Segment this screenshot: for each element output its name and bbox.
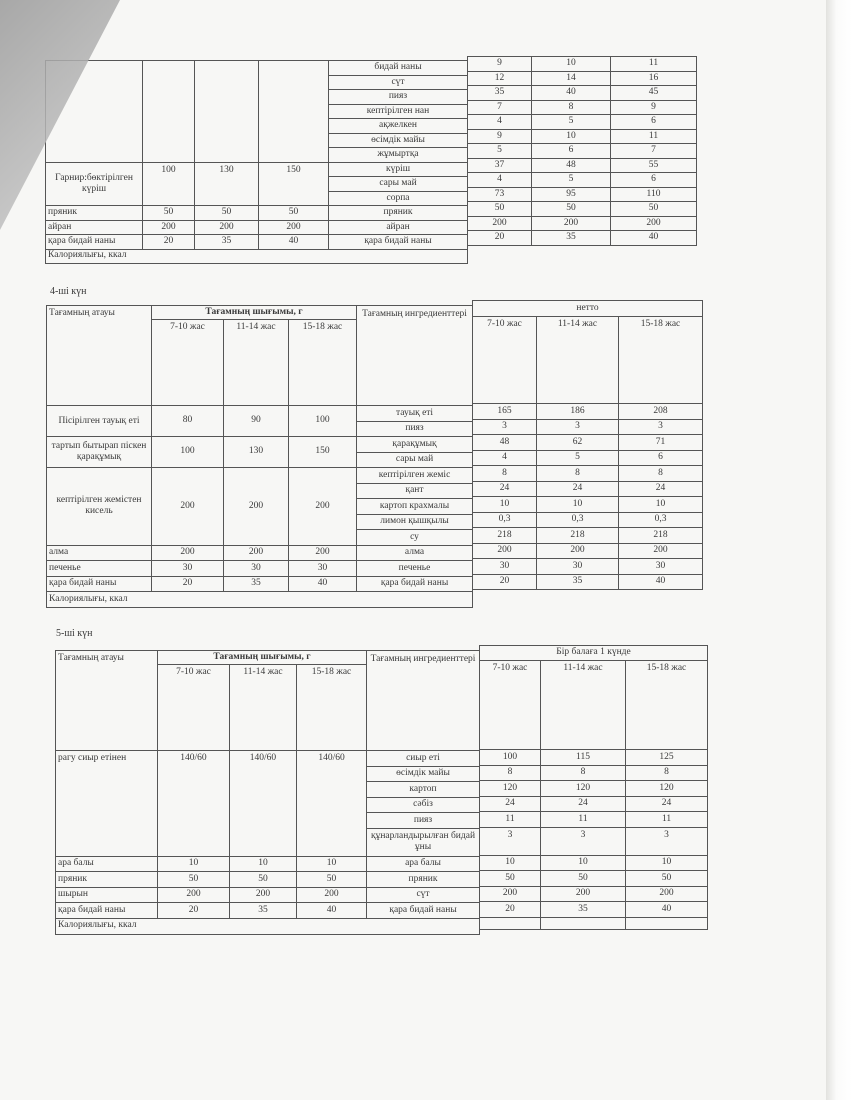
table-cell: 200 (143, 220, 195, 235)
table-row (46, 61, 468, 76)
table-cell: 218 (619, 528, 703, 544)
calories-cell: Калориялығы, ккал (56, 918, 480, 934)
table-cell: 200 (158, 887, 230, 903)
table-cell: 6 (611, 115, 697, 130)
table-row (56, 887, 480, 903)
table-cell: 6 (532, 144, 611, 159)
table-cell: 40 (611, 231, 697, 246)
table-row (473, 301, 703, 317)
table-row (473, 497, 703, 513)
table-cell: 50 (626, 871, 708, 887)
table-row (47, 306, 473, 320)
table-cell: 35 (224, 576, 289, 592)
table-row (480, 886, 708, 902)
table-cell: 95 (532, 187, 611, 202)
table-cell: 50 (297, 872, 367, 888)
table-cell: 10 (532, 129, 611, 144)
table-cell: 0,3 (537, 512, 619, 528)
table-cell: 16 (611, 71, 697, 86)
table-cell: 11 (480, 812, 541, 828)
table-cell: 120 (626, 781, 708, 797)
ingredient-cell: печенье (357, 561, 473, 577)
table-cell: 55 (611, 158, 697, 173)
table-row (473, 466, 703, 482)
ingredient-cell: қара бидай наны (357, 576, 473, 592)
table-cell: 200 (480, 886, 541, 902)
table-cell: 37 (468, 158, 532, 173)
table-cell: 71 (619, 435, 703, 451)
table-cell (143, 61, 195, 163)
ingredient-cell: тауық еті (357, 406, 473, 422)
table-cell: 10 (626, 855, 708, 871)
ingredients-header: Тағамның ингредиенттері (367, 651, 480, 751)
table-cell: 200 (541, 886, 626, 902)
table-row (480, 871, 708, 887)
table-cell: 165 (473, 404, 537, 420)
table-cell: 200 (289, 468, 357, 546)
table-cell: 7 (468, 100, 532, 115)
ingredient-cell: пряник (367, 872, 480, 888)
ingredient-cell: сиыр еті (367, 751, 480, 767)
age-header: 11-14 жас (541, 661, 626, 750)
table-cell: 11 (626, 812, 708, 828)
table-cell: 30 (224, 561, 289, 577)
table-row (46, 220, 468, 235)
table-row (480, 827, 708, 855)
table-row (56, 903, 480, 919)
day4-title: 4-ші күн (50, 286, 87, 297)
table-cell: 150 (259, 162, 329, 206)
table-cell: 8 (480, 765, 541, 781)
table-row (468, 86, 697, 101)
table-cell: 24 (619, 481, 703, 497)
table-cell: 200 (619, 543, 703, 559)
table-row (46, 206, 468, 221)
table-cell: 62 (537, 435, 619, 451)
table-cell: 40 (259, 235, 329, 250)
table-cell: 200 (259, 220, 329, 235)
table-cell: 200 (289, 545, 357, 561)
table-row (468, 144, 697, 159)
output-header: Тағамның шығымы, г (152, 306, 357, 320)
table-cell: 40 (619, 574, 703, 590)
table-row (473, 435, 703, 451)
ingredient-cell: сүт (367, 887, 480, 903)
age-header: 15-18 жас (619, 317, 703, 404)
age-header: 7-10 жас (152, 320, 224, 406)
table-cell: 5 (468, 144, 532, 159)
dish-name-cell: пряник (46, 206, 143, 221)
table-cell: 8 (619, 466, 703, 482)
ingredient-cell: сәбіз (367, 797, 480, 813)
table-cell: 11 (611, 129, 697, 144)
table-cell: 20 (473, 574, 537, 590)
table-row (47, 561, 473, 577)
table-cell: 218 (537, 528, 619, 544)
dish-name-cell: алма (47, 545, 152, 561)
table-cell: 35 (230, 903, 297, 919)
day3-right-table (467, 56, 697, 246)
table-cell: 3 (537, 419, 619, 435)
ingredient-cell: пияз (357, 421, 473, 437)
table-cell: 45 (611, 86, 697, 101)
table-cell: 4 (468, 115, 532, 130)
table-cell: 5 (532, 173, 611, 188)
dish-name-cell: пряник (56, 872, 158, 888)
table-row (473, 404, 703, 420)
table-row (56, 651, 480, 665)
table-cell: 120 (541, 781, 626, 797)
table-cell: 3 (480, 827, 541, 855)
table-cell: 100 (480, 750, 541, 766)
table-cell: 10 (537, 497, 619, 513)
table-row (473, 481, 703, 497)
netto-header: нетто (473, 301, 703, 317)
table-cell: 10 (541, 855, 626, 871)
table-cell: 10 (532, 57, 611, 72)
table-cell: 35 (468, 86, 532, 101)
ingredient-cell: кептірілген нан (329, 104, 468, 119)
table-row (46, 249, 468, 263)
table-cell: 200 (468, 216, 532, 231)
dish-name-cell: қара бидай наны (47, 576, 152, 592)
dish-name-cell: тартып бытырап піскен қарақұмық (47, 437, 152, 468)
table-cell: 35 (541, 902, 626, 918)
table-cell: 200 (297, 887, 367, 903)
ingredients-header: Тағамның ингредиенттері (357, 306, 473, 406)
table-row (473, 574, 703, 590)
table-cell: 20 (480, 902, 541, 918)
table-cell: 50 (259, 206, 329, 221)
table-cell: 50 (532, 202, 611, 217)
day4-left-table (46, 305, 473, 608)
ingredient-cell: ара балы (367, 856, 480, 872)
table-row (473, 317, 703, 404)
age-header: 15-18 жас (289, 320, 357, 406)
table-cell: 50 (230, 872, 297, 888)
table-row (480, 902, 708, 918)
table-cell: 24 (473, 481, 537, 497)
table-row (47, 592, 473, 608)
table-cell: 12 (468, 71, 532, 86)
table-row (468, 100, 697, 115)
table-cell: 200 (195, 220, 259, 235)
table-cell: 6 (619, 450, 703, 466)
age-header: 11-14 жас (537, 317, 619, 404)
table-row (468, 216, 697, 231)
ingredient-cell: ақжелкен (329, 119, 468, 134)
table-row (56, 856, 480, 872)
age-header: 15-18 жас (626, 661, 708, 750)
ingredient-cell: пияз (329, 90, 468, 105)
table-cell: 20 (152, 576, 224, 592)
dish-name-cell: қара бидай наны (46, 235, 143, 250)
table-cell: 110 (611, 187, 697, 202)
table-cell: 3 (473, 419, 537, 435)
table-cell: 200 (626, 886, 708, 902)
table-cell: 9 (468, 129, 532, 144)
table-cell: 35 (537, 574, 619, 590)
table-cell: 140/60 (230, 751, 297, 857)
table-cell: 20 (468, 231, 532, 246)
table-cell: 35 (532, 231, 611, 246)
table-cell: 0,3 (619, 512, 703, 528)
table-row (473, 559, 703, 575)
table-cell: 5 (532, 115, 611, 130)
table-row (480, 796, 708, 812)
table-cell: 9 (611, 100, 697, 115)
table-row (480, 812, 708, 828)
dish-name-cell: ара балы (56, 856, 158, 872)
ingredient-cell: құнарландырылған бидай ұны (367, 828, 480, 856)
table-cell: 100 (152, 437, 224, 468)
table-row (480, 661, 708, 750)
table-row (468, 71, 697, 86)
dish-name-cell: печенье (47, 561, 152, 577)
table-cell: 100 (143, 162, 195, 206)
table-cell: 125 (626, 750, 708, 766)
table-cell (195, 61, 259, 163)
table-cell: 0,3 (473, 512, 537, 528)
table-cell: 11 (611, 57, 697, 72)
table-cell: 130 (224, 437, 289, 468)
table-cell: 10 (230, 856, 297, 872)
table-cell: 7 (611, 144, 697, 159)
table-cell: 3 (626, 827, 708, 855)
table-cell: 50 (611, 202, 697, 217)
ingredient-cell: сорпа (329, 191, 468, 206)
table-cell: 100 (289, 406, 357, 437)
table-cell: 8 (541, 765, 626, 781)
table-cell: 10 (473, 497, 537, 513)
table-cell: 3 (619, 419, 703, 435)
table-cell: 120 (480, 781, 541, 797)
table-cell: 20 (158, 903, 230, 919)
table-cell: 50 (468, 202, 532, 217)
table-row (473, 419, 703, 435)
table-cell (626, 917, 708, 929)
table-cell: 6 (611, 173, 697, 188)
table-row (468, 57, 697, 72)
ingredient-cell: өсімдік майы (367, 766, 480, 782)
dish-name-cell: шырын (56, 887, 158, 903)
ingredient-cell: қара бидай наны (367, 903, 480, 919)
table-row (480, 781, 708, 797)
age-header: 7-10 жас (480, 661, 541, 750)
page-edge (826, 0, 852, 1100)
ingredient-cell: өсімдік майы (329, 133, 468, 148)
ingredient-cell: сары май (329, 177, 468, 192)
ingredient-cell: лимон қышқылы (357, 514, 473, 530)
table-cell: 50 (143, 206, 195, 221)
table-row (468, 202, 697, 217)
table-cell: 200 (152, 468, 224, 546)
ingredient-cell: картоп (367, 782, 480, 798)
table-cell: 40 (297, 903, 367, 919)
table-row (468, 115, 697, 130)
table-cell: 73 (468, 187, 532, 202)
ingredient-cell: күріш (329, 162, 468, 177)
ingredient-cell: кептірілген жеміс (357, 468, 473, 484)
table-cell: 48 (473, 435, 537, 451)
table-cell: 35 (195, 235, 259, 250)
table-cell: 5 (537, 450, 619, 466)
netto-header: Бір балаға 1 күнде (480, 646, 708, 661)
ingredient-cell: су (357, 530, 473, 546)
table-row (473, 543, 703, 559)
table-row (468, 173, 697, 188)
table-row (480, 646, 708, 661)
table-row (47, 406, 473, 422)
table-cell: 50 (541, 871, 626, 887)
ingredient-cell: картоп крахмалы (357, 499, 473, 515)
table-cell: 200 (532, 216, 611, 231)
table-cell: 30 (152, 561, 224, 577)
ingredient-cell: сары май (357, 452, 473, 468)
dish-name-cell: Гарнир:бөктірілген күріш (46, 162, 143, 206)
table-cell: 218 (473, 528, 537, 544)
table-row (56, 751, 480, 767)
dish-name-cell: Пісірілген тауық еті (47, 406, 152, 437)
day3-left-table (45, 60, 468, 264)
day5-left-table (55, 650, 480, 935)
ingredient-cell: айран (329, 220, 468, 235)
day4-right-table (472, 300, 703, 590)
age-header: 7-10 жас (158, 665, 230, 751)
dish-header: Тағамның атауы (47, 306, 152, 406)
table-cell: 40 (289, 576, 357, 592)
ingredient-cell: қара бидай наны (329, 235, 468, 250)
table-cell: 50 (480, 871, 541, 887)
age-header: 11-14 жас (230, 665, 297, 751)
table-cell: 200 (224, 545, 289, 561)
table-row (56, 918, 480, 934)
table-cell: 8 (532, 100, 611, 115)
table-cell: 8 (626, 765, 708, 781)
table-cell: 10 (480, 855, 541, 871)
dish-name-cell: рагу сиыр етінен (56, 751, 158, 857)
table-cell: 10 (297, 856, 367, 872)
ingredient-cell: бидай наны (329, 61, 468, 76)
table-cell: 50 (158, 872, 230, 888)
table-cell: 11 (541, 812, 626, 828)
table-cell: 24 (626, 796, 708, 812)
table-cell: 80 (152, 406, 224, 437)
ingredient-cell: қант (357, 483, 473, 499)
table-cell: 3 (541, 827, 626, 855)
table-row (47, 576, 473, 592)
table-cell: 140/60 (158, 751, 230, 857)
table-row (480, 917, 708, 929)
ingredient-cell: пряник (329, 206, 468, 221)
ingredient-cell: пияз (367, 813, 480, 829)
table-cell: 24 (537, 481, 619, 497)
table-cell: 186 (537, 404, 619, 420)
day5-title: 5-ші күн (56, 628, 93, 639)
table-cell: 30 (537, 559, 619, 575)
table-cell: 4 (473, 450, 537, 466)
table-row (46, 235, 468, 250)
table-cell: 40 (626, 902, 708, 918)
table-cell: 200 (611, 216, 697, 231)
table-cell: 24 (541, 796, 626, 812)
table-row (480, 765, 708, 781)
table-cell (480, 917, 541, 929)
table-cell: 115 (541, 750, 626, 766)
table-row (47, 437, 473, 453)
table-cell: 20 (143, 235, 195, 250)
table-cell: 90 (224, 406, 289, 437)
table-row (480, 750, 708, 766)
table-cell: 130 (195, 162, 259, 206)
table-cell: 24 (480, 796, 541, 812)
table-cell: 208 (619, 404, 703, 420)
ingredient-cell: жұмыртқа (329, 148, 468, 163)
table-cell: 30 (619, 559, 703, 575)
table-row (473, 512, 703, 528)
age-header: 15-18 жас (297, 665, 367, 751)
age-header: 11-14 жас (224, 320, 289, 406)
ingredient-cell: қарақұмық (357, 437, 473, 453)
table-cell: 30 (473, 559, 537, 575)
table-row (468, 187, 697, 202)
dish-name-cell: қара бидай наны (56, 903, 158, 919)
table-cell: 9 (468, 57, 532, 72)
table-row (46, 162, 468, 177)
table-row (47, 468, 473, 484)
dish-header: Тағамның атауы (56, 651, 158, 751)
table-cell (541, 917, 626, 929)
table-cell: 8 (537, 466, 619, 482)
table-row (480, 855, 708, 871)
table-cell: 10 (158, 856, 230, 872)
ingredient-cell: сүт (329, 75, 468, 90)
table-cell: 14 (532, 71, 611, 86)
table-row (468, 231, 697, 246)
table-cell: 200 (473, 543, 537, 559)
table-cell: 200 (224, 468, 289, 546)
day5-right-table (479, 645, 708, 930)
calories-cell: Калориялығы, ккал (46, 249, 468, 263)
table-cell: 40 (532, 86, 611, 101)
table-cell (259, 61, 329, 163)
table-row (468, 158, 697, 173)
table-cell: 140/60 (297, 751, 367, 857)
table-cell: 50 (195, 206, 259, 221)
table-cell: 48 (532, 158, 611, 173)
table-row (473, 450, 703, 466)
table-row (473, 528, 703, 544)
table-cell: 8 (473, 466, 537, 482)
table-cell: 200 (152, 545, 224, 561)
table-cell: 200 (230, 887, 297, 903)
output-header: Тағамның шығымы, г (158, 651, 367, 665)
table-cell: 4 (468, 173, 532, 188)
table-cell: 200 (537, 543, 619, 559)
table-cell: 30 (289, 561, 357, 577)
age-header: 7-10 жас (473, 317, 537, 404)
dish-name-cell: айран (46, 220, 143, 235)
table-cell: 150 (289, 437, 357, 468)
dish-name-cell: кептірілген жемістен кисель (47, 468, 152, 546)
table-row (468, 129, 697, 144)
calories-cell: Калориялығы, ккал (47, 592, 473, 608)
table-cell: 10 (619, 497, 703, 513)
table-row (56, 872, 480, 888)
table-row (47, 545, 473, 561)
ingredient-cell: алма (357, 545, 473, 561)
